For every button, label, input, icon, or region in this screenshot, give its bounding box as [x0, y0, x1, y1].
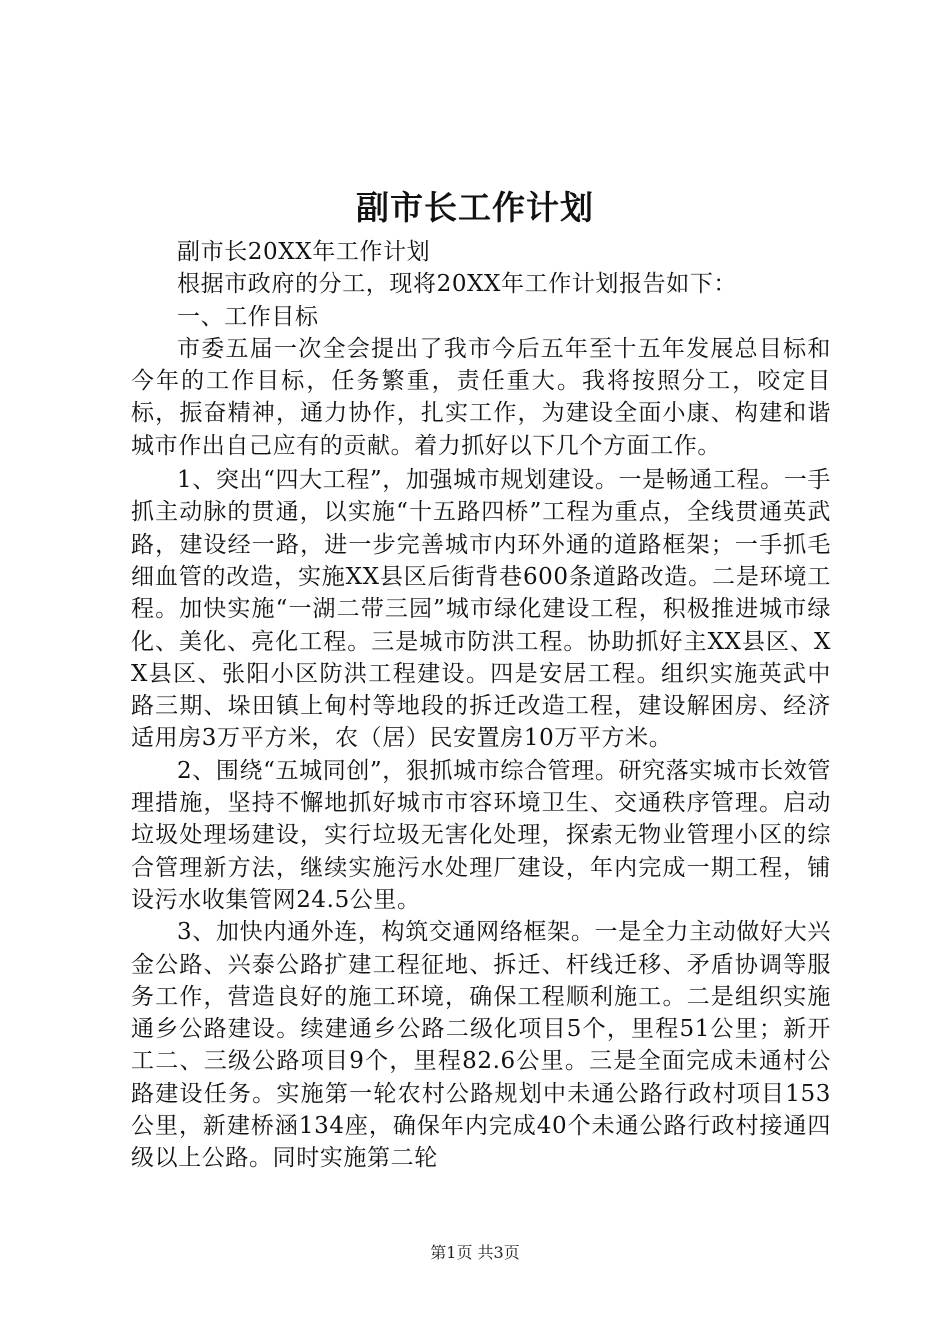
paragraph-item-2: 2、围绕“五城同创”，狠抓城市综合管理。研究落实城市长效管理措施，坚持不懈地抓好城市市容环境卫生、交通秩序管理。启动垃圾处理场建设，实行垃圾无害化处理，探索无物业管理小区的综合管理新方法，继续实施污水处理厂建设，年内完成一期工程，铺设污水收集管网24.5公里。: [131, 757, 831, 913]
paragraph-item-3: 3、加快内通外连，构筑交通网络框架。一是全力主动做好大兴金公路、兴泰公路扩建工程征地、拆迁、杆线迁移、矛盾协调等服务工作，营造良好的施工环境，确保工程顺利施工。二是组织实施通乡公路建设。续建通乡公路二级化项目5个，里程51公里；新开工二、三级公路项目9个，里程82.6公里。三是全面完成未通村公路建设任务。实施第一轮农村公路规划中未通公路行政村项目153公里，新建桥涵134座，确保年内完成40个未通公路行政村接通四级以上公路。同时实施第二轮: [131, 919, 831, 1172]
paragraph-intro: 根据市政府的分工，现将20XX年工作计划报告如下：: [177, 271, 738, 298]
page-footer: 第1页 共3页: [430, 1243, 520, 1262]
document-title: 副市长工作计划: [356, 188, 594, 227]
document-body: [131, 236, 831, 1175]
paragraph-goals: 市委五届一次全会提出了我市今后五年至十五年发展总目标和今年的工作目标，任务繁重，责任重大。我将按照分工，咬定目标，振奋精神，通力协作，扎实工作，为建设全面小康、构建和谐城市作出自己应有的贡献。着力抓好以下几个方面工作。: [131, 335, 831, 459]
paragraph-item-1: 1、突出“四大工程”，加强城市规划建设。一是畅通工程。一手抓主动脉的贯通，以实施“十五路四桥”工程为重点，全线贯通英武路，建设经一路，进一步完善城市内环外通的道路框架；一手抓毛细血管的改造，实施XX县区后街背巷600条道路改造。二是环境工程。加快实施“一湖二带三园”城市绿化建设工程，积极推进城市绿化、美化、亮化工程。三是城市防洪工程。协助抓好主XX县区、XX县区、张阳小区防洪工程建设。四是安居工程。组织实施英武中路三期、垛田镇上甸村等地段的拆迁改造工程，建设解困房、经济适用房3万平方米，农（居）民安置房10万平方米。: [131, 467, 831, 752]
paragraph-subtitle: 副市长20XX年工作计划: [177, 239, 431, 265]
section-heading-goals: 一、工作目标: [177, 303, 319, 330]
